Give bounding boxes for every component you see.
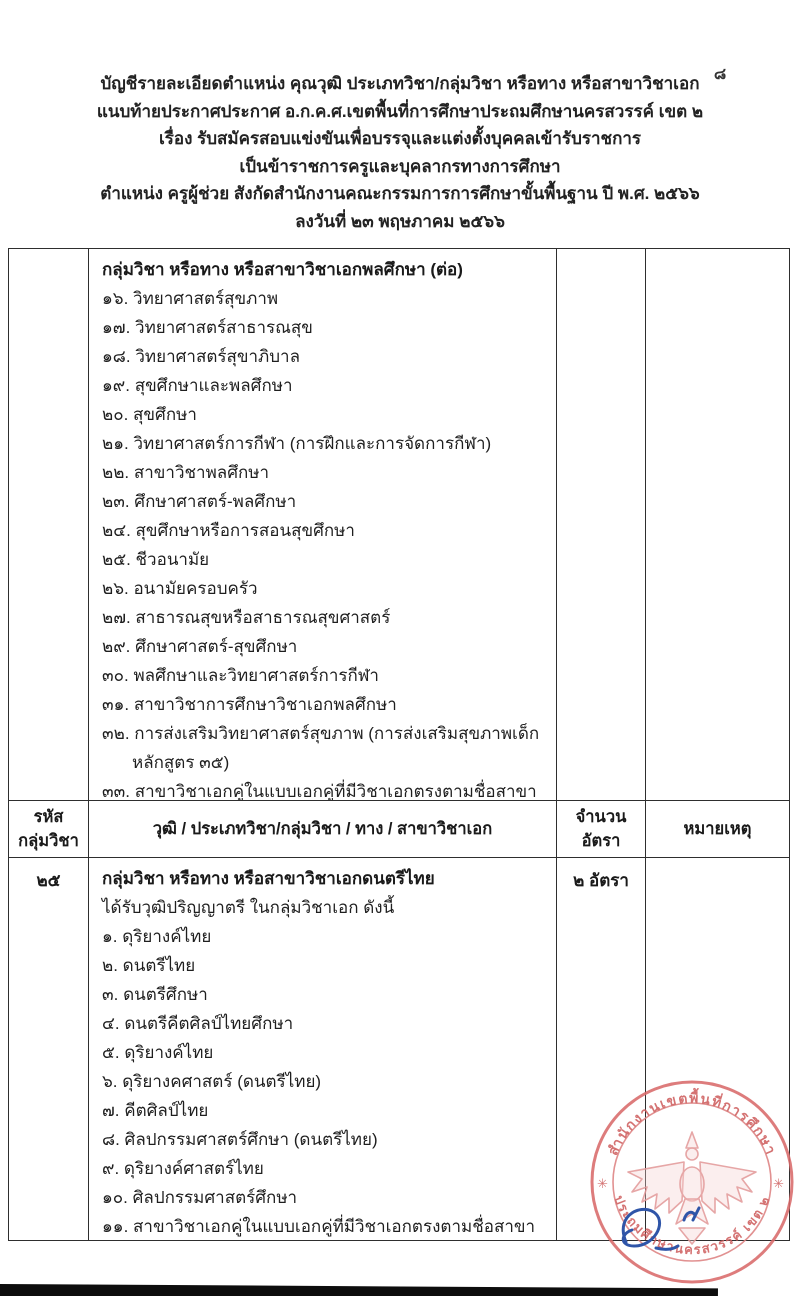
list-item: ๒๓. ศึกษาศาสตร์-พลศึกษา bbox=[102, 492, 297, 511]
title-line: เรื่อง รับสมัครสอบแข่งขันเพื่อบรรจุและแต่งตั้งบุคคลเข้ารับราชการ bbox=[158, 129, 642, 148]
list-item: ๑๑. สาขาวิชาเอกคู่ในแบบเอกคู่ที่มีวิชาเอกตรงตามชื่อสาขา bbox=[102, 1217, 536, 1236]
column-header-quota-line2: อัตรา bbox=[581, 832, 621, 850]
document-title bbox=[60, 70, 740, 235]
list-item: ๓๑. สาขาวิชาการศึกษาวิชาเอกพลศึกษา bbox=[102, 695, 397, 714]
seal-star-icon: ✳ bbox=[597, 1176, 608, 1191]
cell-code-empty bbox=[9, 249, 89, 800]
list-item: ๔. ดนตรีคีตศิลป์ไทยศึกษา bbox=[102, 1014, 294, 1033]
cell-remark-empty bbox=[646, 249, 789, 800]
cell-subject-group-music bbox=[89, 858, 557, 1240]
list-item: ๒๗. สาธารณสุขหรือสาธารณสุขศาสตร์ bbox=[102, 608, 391, 627]
cell-quota-value: ๒ อัตรา bbox=[557, 858, 646, 1240]
seal-text-top: สำนักงานเขตพื้นที่การศึกษา bbox=[604, 1089, 780, 1158]
column-header-code-line2: กลุ่มวิชา bbox=[18, 832, 79, 850]
list-item: ๒๕. ชีวอนามัย bbox=[102, 550, 210, 569]
group-title-music: กลุ่มวิชา หรือทาง หรือสาขาวิชาเอกดนตรีไทย bbox=[102, 869, 435, 888]
cell-quota-empty bbox=[557, 249, 646, 800]
list-item: ๓๐. พลศึกษาและวิทยาศาสตร์การกีฬา bbox=[102, 666, 379, 685]
table-row-continued bbox=[9, 249, 789, 800]
list-item: ๑๙. สุขศึกษาและพลศึกษา bbox=[102, 376, 293, 395]
list-item: ๑๗. วิทยาศาสตร์สาธารณสุข bbox=[102, 318, 313, 337]
group-title-pe: กลุ่มวิชา หรือทาง หรือสาขาวิชาเอกพลศึกษา (ต่อ) bbox=[102, 260, 463, 279]
group-subtitle-music: ได้รับวุฒิปริญญาตรี ในกลุ่มวิชาเอก ดังนี้ bbox=[102, 898, 395, 917]
column-header-quota-line1: จำนวน bbox=[575, 808, 627, 826]
list-item: ๒. ดนตรีไทย bbox=[102, 956, 196, 975]
list-item: ๒๑. วิทยาศาสตร์การกีฬา (การฝึกและการจัดการกีฬา) bbox=[102, 434, 492, 453]
subject-list-pe bbox=[102, 284, 546, 800]
list-item: ๓. ดนตรีศึกษา bbox=[102, 985, 208, 1004]
cell-subject-group-pe bbox=[89, 249, 557, 800]
list-item: ๒๔. สุขศึกษาหรือการสอนสุขศึกษา bbox=[102, 521, 355, 540]
seal-text-bottom: ประถมศึกษานครสวรรค์ เขต ๒ bbox=[611, 1193, 773, 1258]
title-line: บัญชีรายละเอียดตำแหน่ง คุณวุฒิ ประเภทวิชา/กลุ่มวิชา หรือทาง หรือสาขาวิชาเอก bbox=[100, 74, 700, 93]
column-header-remark bbox=[646, 801, 789, 857]
seal-star-icon: ✳ bbox=[773, 1176, 784, 1191]
signature-mark bbox=[596, 1200, 726, 1275]
subject-list-music bbox=[102, 922, 546, 1240]
column-header-qualification bbox=[89, 801, 557, 857]
list-item: ๖. ดุริยางคศาสตร์ (ดนตรีไทย) bbox=[102, 1072, 322, 1091]
list-item: ๒๙. ศึกษาศาสตร์-สุขศึกษา bbox=[102, 637, 298, 656]
list-item: ๕. ดุริยางค์ไทย bbox=[102, 1043, 214, 1062]
list-item: ๙. ดุริยางค์ศาสตร์ไทย bbox=[102, 1159, 264, 1178]
list-item: ๗. คีตศิลป์ไทย bbox=[102, 1101, 209, 1120]
cell-group-code: ๒๕ bbox=[9, 858, 89, 1240]
title-line: เป็นข้าราชการครูและบุคลากรทางการศึกษา bbox=[239, 156, 561, 176]
title-line: ตำแหน่ง ครูผู้ช่วย สังกัดสำนักงานคณะกรรมการการศึกษาขั้นพื้นฐาน ปี พ.ศ. ๒๕๖๖ bbox=[100, 184, 700, 203]
column-header-quota bbox=[557, 801, 646, 857]
column-header-code-line1: รหัส bbox=[33, 808, 64, 826]
list-item: ๒๐. สุขศึกษา bbox=[102, 405, 197, 424]
column-header-qualification-text: วุฒิ / ประเภทวิชา/กลุ่มวิชา / ทาง / สาขาวิชาเอก bbox=[152, 820, 493, 838]
title-line: แนบท้ายประกาศประกาศ อ.ก.ค.ศ.เขตพื้นที่การศึกษาประถมศึกษานครสวรรค์ เขต ๒ bbox=[96, 101, 704, 121]
table-header-row bbox=[9, 800, 789, 857]
list-item: ๒๖. อนามัยครอบครัว bbox=[102, 579, 258, 598]
page-number: ๘ bbox=[713, 66, 727, 83]
list-item: ๓๓. สาขาวิชาเอกคู่ในแบบเอกคู่ที่มีวิชาเอกตรงตามชื่อสาขา bbox=[102, 782, 537, 800]
title-line: ลงวันที่ ๒๓ พฤษภาคม ๒๕๖๖ bbox=[295, 211, 505, 231]
list-item: ๒๒. สาขาวิชาพลศึกษา bbox=[102, 463, 270, 482]
column-header-remark-text: หมายเหตุ bbox=[683, 820, 752, 838]
list-item: ๘. ศิลปกรรมศาสตร์ศึกษา (ดนตรีไทย) bbox=[102, 1130, 378, 1149]
list-item: ๑๖. วิทยาศาสตร์สุขภาพ bbox=[102, 289, 279, 308]
list-item: ๑. ดุริยางค์ไทย bbox=[102, 927, 212, 946]
list-item: ๑๘. วิทยาศาสตร์สุขาภิบาล bbox=[102, 347, 300, 366]
list-item: ๓๒. การส่งเสริมวิทยาศาสตร์สุขภาพ (การส่งเสริมสุขภาพเด็ก หลักสูตร ๓๕) bbox=[102, 724, 540, 772]
list-item: ๑๐. ศิลปกรรมศาสตร์ศึกษา bbox=[102, 1188, 298, 1207]
column-header-code bbox=[9, 801, 89, 857]
